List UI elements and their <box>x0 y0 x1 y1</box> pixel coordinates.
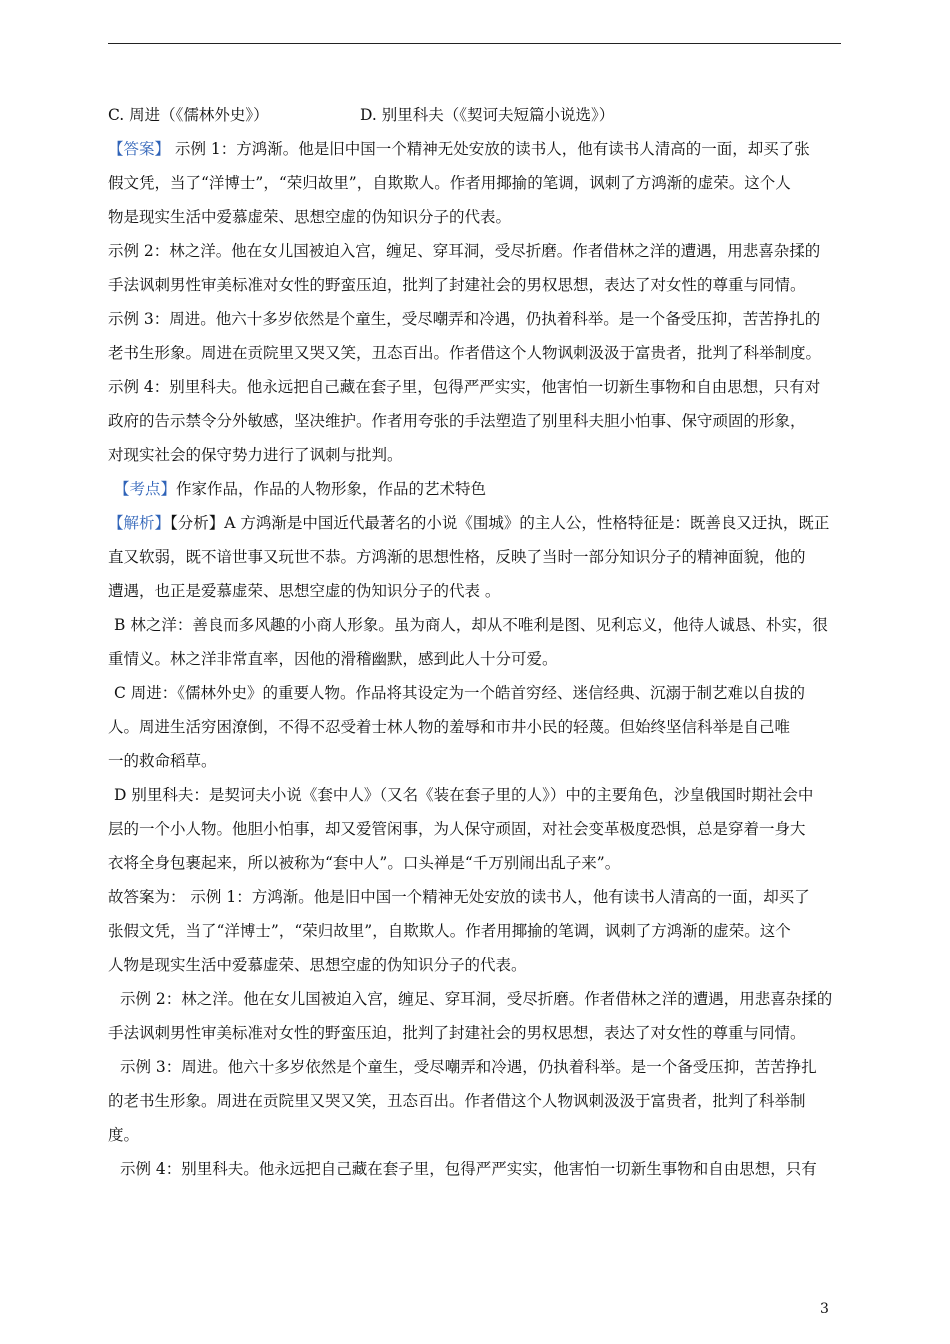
document-body <box>108 98 844 1186</box>
final-example-3-line-1: 示例 3：周进。他六十多岁依然是个童生，受尽嘲弄和冷遇，仍执着科举。是一个备受压抑，苦苦挣扎 <box>120 1058 817 1076</box>
answer-line-7: 老书生形象。周进在贡院里又哭又笑，丑态百出。作者借这个人物讽刺汲汲于富贵者，批判了科举制度。 <box>108 344 822 362</box>
page-number: 3 <box>820 1301 829 1317</box>
jiexi-c-line-2: 人。周进生活穷困潦倒，不得不忍受着士林人物的羞辱和市井小民的轻蔑。但始终坚信科举是自己唯 <box>108 718 791 736</box>
final-answer-line-1: 故答案为： 示例 1：方鸿渐。他是旧中国一个精神无处安放的读书人，他有读书人清高的一面，却买了 <box>108 888 810 906</box>
answer-line-4: 示例 2：林之洋。他在女儿国被迫入宫，缠足、穿耳洞，受尽折磨。作者借林之洋的遭遇，用悲喜杂揉的 <box>108 242 821 260</box>
jiexi-b-line-2: 重情义。林之洋非常直率，因他的滑稽幽默，感到此人十分可爱。 <box>108 650 558 668</box>
jiexi-line-3: 遭遇，也正是爱慕虚荣、思想空虚的伪知识分子的代表 。 <box>108 582 501 600</box>
kaodian-line <box>108 472 844 506</box>
final-example-3-line-3: 度。 <box>108 1126 140 1144</box>
answer-line-10: 对现实社会的保守势力进行了讽刺与批判。 <box>108 446 403 464</box>
kaodian-text: 作家作品，作品的人物形象，作品的艺术特色 <box>176 480 487 498</box>
answer-line-8: 示例 4：别里科夫。他永远把自己藏在套子里，包得严严实实，他害怕一切新生事物和自由思想，只有对 <box>108 378 821 396</box>
answer-line-3: 物是现实生活中爱慕虚荣、思想空虚的伪知识分子的代表。 <box>108 208 512 226</box>
answer-line-6: 示例 3：周进。他六十多岁依然是个童生，受尽嘲弄和冷遇，仍执着科举。是一个备受压抑，苦苦挣扎的 <box>108 310 821 328</box>
jiexi-line-2: 直又软弱，既不谙世事又玩世不恭。方鸿渐的思想性格，反映了当时一部分知识分子的精神面貌，他的 <box>108 548 806 566</box>
answer-text: 示例 1：方鸿渐。他是旧中国一个精神无处安放的读书人，他有读书人清高的一面，却买了张 <box>170 140 810 158</box>
header-rule <box>108 43 841 44</box>
final-answer-line-2: 张假文凭，当了“洋博士”，“荣归故里”，自欺欺人。作者用揶揄的笔调，讽刺了方鸿渐的虚荣。这个 <box>108 922 791 940</box>
jiexi-d-line-3: 衣将全身包裹起来，所以被称为“套中人”。口头禅是“千万别闹出乱子来”。 <box>108 854 621 872</box>
jiexi-d-line-1: D 别里科夫：是契诃夫小说《套中人》（又名《装在套子里的人》）中的主要角色，沙皇俄国时期社会中 <box>114 786 814 804</box>
kaodian-tag: 【考点】 <box>114 480 177 498</box>
final-example-3-line-2: 的老书生形象。周进在贡院里又哭又笑，丑态百出。作者借这个人物讽刺汲汲于富贵者，批判了科举制 <box>108 1092 806 1110</box>
options-line <box>108 98 844 132</box>
final-answer-line-3: 人物是现实生活中爱慕虚荣、思想空虚的伪知识分子的代表。 <box>108 956 527 974</box>
option-c: C. 周进（《儒林外史》） <box>108 106 269 124</box>
jiexi-text: 【分析】A 方鸿渐是中国近代最著名的小说《围城》的主人公，性格特征是：既善良又迂执，既正 <box>170 514 830 532</box>
jiexi-line-1 <box>108 506 844 540</box>
jiexi-d-line-2: 层的一个小人物。他胆小怕事，却又爱管闲事，为人保守顽固，对社会变革极度恐惧，总是穿着一身大 <box>108 820 806 838</box>
answer-line-5: 手法讽刺男性审美标准对女性的野蛮压迫，批判了封建社会的男权思想，表达了对女性的尊重与同情。 <box>108 276 806 294</box>
answer-tag: 【答案】 <box>108 140 171 158</box>
jiexi-c-line-3: 一的救命稻草。 <box>108 752 217 770</box>
answer-line-1 <box>108 132 844 166</box>
option-d: D. 别里科夫（《契诃夫短篇小说选》） <box>360 106 615 124</box>
jiexi-b-line-1: B 林之洋：善良而多风趣的小商人形象。虽为商人，却从不唯利是图、见利忘义，他待人诚恳、朴实，很 <box>114 616 828 634</box>
answer-line-9: 政府的告示禁令分外敏感，坚决维护。作者用夸张的手法塑造了别里科夫胆小怕事、保守顽固的形象， <box>108 412 806 430</box>
jiexi-tag: 【解析】 <box>108 514 171 532</box>
final-example-4-line-1: 示例 4：别里科夫。他永远把自己藏在套子里，包得严严实实，他害怕一切新生事物和自由思想，只有 <box>120 1160 817 1178</box>
final-example-2-line-1: 示例 2：林之洋。他在女儿国被迫入宫，缠足、穿耳洞，受尽折磨。作者借林之洋的遭遇，用悲喜杂揉的 <box>120 990 833 1008</box>
answer-line-2: 假文凭，当了“洋博士”，“荣归故里”，自欺欺人。作者用揶揄的笔调，讽刺了方鸿渐的虚荣。这个人 <box>108 174 791 192</box>
jiexi-c-line-1: C 周进：《儒林外史》的重要人物。作品将其设定为一个皓首穷经、迷信经典、沉溺于制艺难以自拔的 <box>114 684 806 702</box>
final-example-2-line-2: 手法讽刺男性审美标准对女性的野蛮压迫，批判了封建社会的男权思想，表达了对女性的尊重与同情。 <box>108 1024 806 1042</box>
